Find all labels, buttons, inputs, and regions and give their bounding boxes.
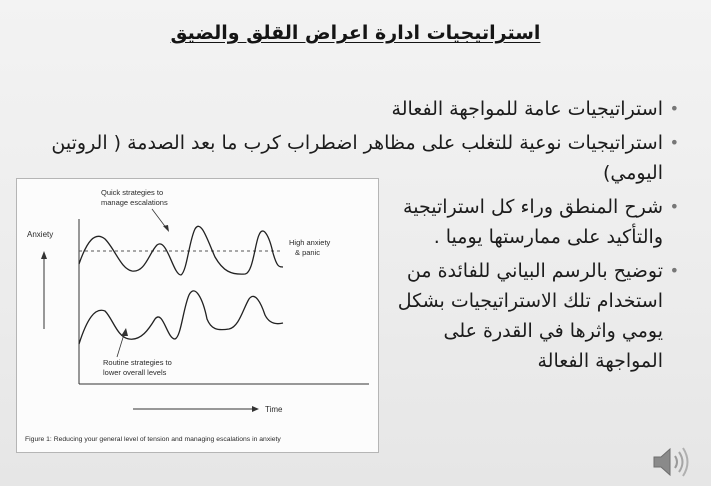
annotation-routine-line2: lower overall levels	[103, 368, 167, 377]
x-axis-label: Time	[265, 405, 283, 414]
figure-caption: Figure 1: Reducing your general level of tension and managing escalations in anxiety	[25, 436, 281, 443]
annotation-quick-arrowhead	[163, 225, 169, 232]
y-axis-label: Anxiety	[27, 230, 54, 239]
time-arrowhead	[252, 406, 259, 412]
annotation-quick-line2: manage escalations	[101, 198, 168, 207]
bullet-item: • توضيح بالرسم البياني للفائدة من استخدام تلك الاستراتيجيات بشكل يومي واثرها في القدرة على المواجهة الفعالة	[383, 256, 679, 376]
bullet-item: • استراتيجيات نوعية للتغلب على مظاهر اضطراب كرب ما بعد الصدمة ( الروتين اليومي)	[29, 128, 679, 188]
threshold-label-line1: High anxiety	[289, 238, 331, 247]
y-axis-arrowhead	[41, 251, 47, 259]
lower-anxiety-curve	[79, 291, 283, 344]
bullet-item: • استراتيجيات عامة للمواجهة الفعالة	[29, 94, 679, 124]
annotation-routine-line1: Routine strategies to	[103, 358, 172, 367]
annotation-routine-arrowhead	[121, 328, 128, 336]
slide-title: استراتيجيات ادارة اعراض القلق والضيق	[170, 22, 541, 44]
anxiety-figure	[16, 178, 379, 453]
anxiety-diagram	[17, 179, 378, 452]
bullet-item: • شرح المنطق وراء كل استراتيجية والتأكيد على ممارستها يوميا .	[383, 192, 679, 252]
threshold-label-line2: & panic	[295, 248, 321, 257]
annotation-quick-line1: Quick strategies to	[101, 188, 164, 197]
speaker-icon[interactable]	[650, 445, 696, 479]
